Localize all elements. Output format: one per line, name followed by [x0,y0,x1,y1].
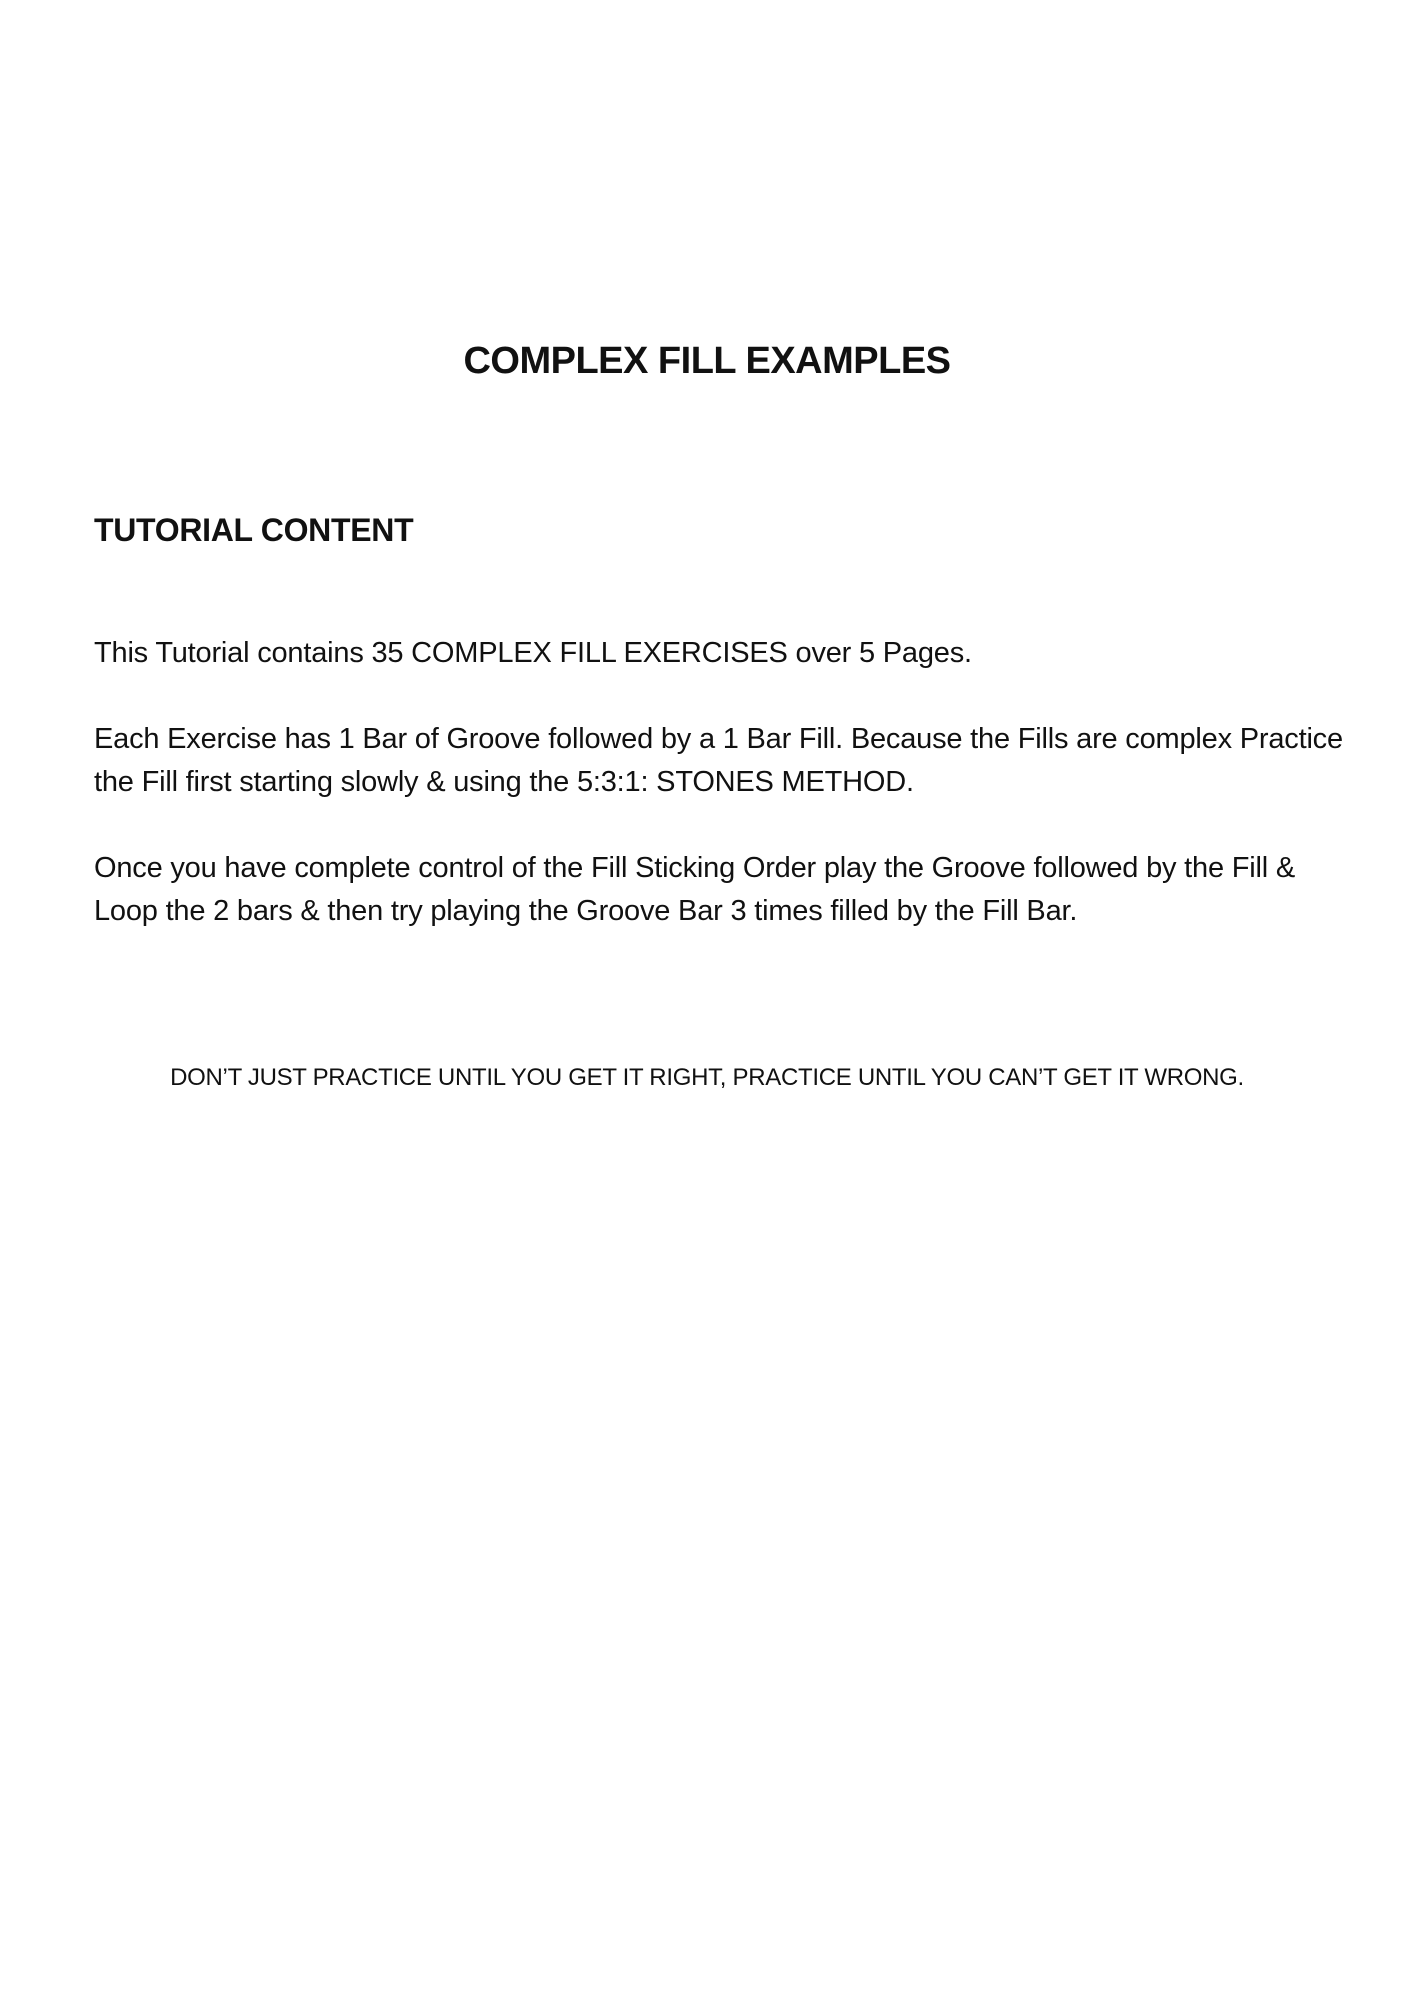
page-title: COMPLEX FILL EXAMPLES [463,340,951,382]
section-heading-tutorial-content: TUTORIAL CONTENT [94,512,414,548]
practice-quote: DON’T JUST PRACTICE UNTIL YOU GET IT RIGHT, PRACTICE UNTIL YOU CAN’T GET IT WRONG. [170,1064,1244,1091]
paragraph-exercise-count: This Tutorial contains 35 COMPLEX FILL EXERCISES over 5 Pages. [94,637,972,669]
paragraph-exercise-structure: Each Exercise has 1 Bar of Groove followed by a 1 Bar Fill. Because the Fills are complex Practice the Fill first starting slowly & using the 5:3:1: STONES METHOD. [94,723,1343,798]
paragraph-practice-instructions: Once you have complete control of the Fill Sticking Order play the Groove followed by the Fill & Loop the 2 bars & then try playing the Groove Bar 3 times filled by the Fill Bar. [94,852,1295,927]
